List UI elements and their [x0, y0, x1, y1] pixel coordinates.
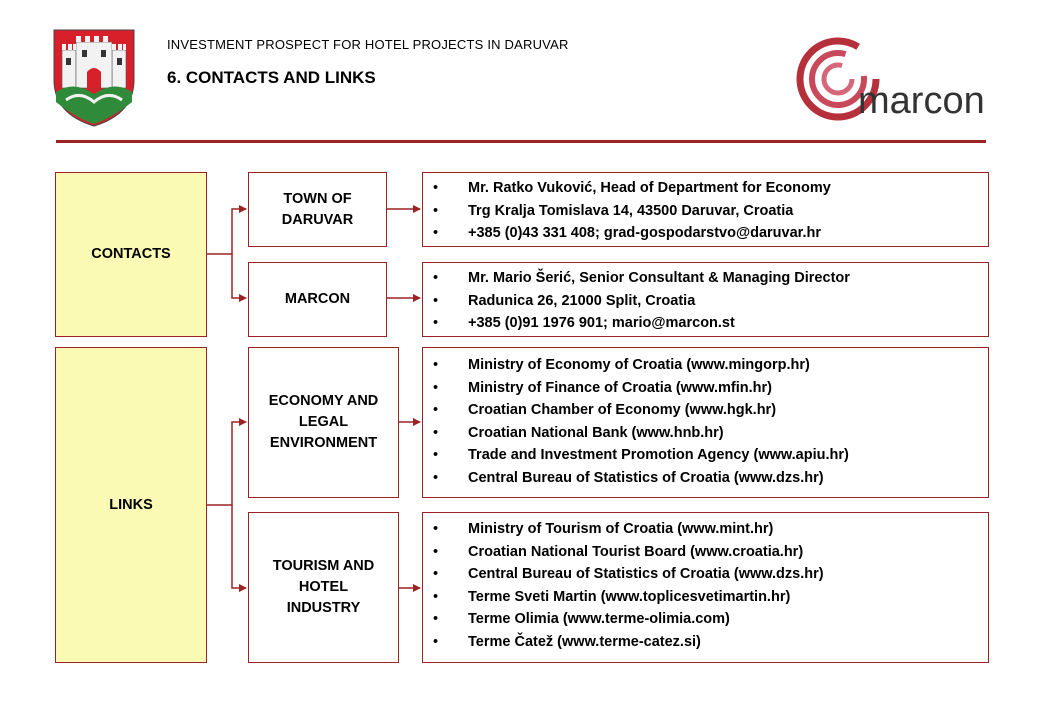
list-item: • Trg Kralja Tomislava 14, 43500 Daruvar, Croatia: [433, 200, 988, 223]
daruvar-coat-of-arms: [52, 28, 136, 128]
list-item: • Terme Sveti Martin (www.toplicesvetimartin.hr): [433, 586, 988, 609]
category-label: LINKS: [109, 496, 153, 513]
list-item: • Trade and Investment Promotion Agency (www.apiu.hr): [433, 444, 988, 467]
category-links: [55, 347, 207, 663]
page-title: 6. CONTACTS AND LINKS: [167, 68, 376, 87]
list-item: • Ministry of Finance of Croatia (www.mfin.hr): [433, 377, 988, 400]
link-list-economy: [422, 347, 989, 498]
group-town-of-daruvar: [248, 172, 387, 247]
list-item: • +385 (0)91 1976 901; mario@marcon.st: [433, 312, 988, 335]
group-label: TOURISM AND HOTEL INDUSTRY: [272, 558, 375, 616]
header-divider: [56, 140, 986, 143]
list-item: • Ministry of Tourism of Croatia (www.mint.hr): [433, 518, 988, 541]
link-list-tourism: [422, 512, 989, 663]
group-marcon: [248, 262, 387, 337]
presentation-subtitle: INVESTMENT PROSPECT FOR HOTEL PROJECTS IN DARUVAR: [167, 37, 569, 52]
list-item: • Radunica 26, 21000 Split, Croatia: [433, 290, 988, 313]
list-item: • Mr. Ratko Vuković, Head of Department for Economy: [433, 177, 988, 200]
list-item: • Terme Olimia (www.terme-olimia.com): [433, 608, 988, 631]
category-contacts: [55, 172, 207, 337]
crest-icon: [52, 28, 136, 128]
contact-list-daruvar: [422, 172, 989, 247]
list-item: • Croatian National Tourist Board (www.croatia.hr): [433, 541, 988, 564]
logo-wordmark: marcon: [858, 80, 985, 122]
list-item: • +385 (0)43 331 408; grad-gospodarstvo@daruvar.hr: [433, 222, 988, 245]
group-label: TOWN OF DARUVAR: [281, 190, 354, 228]
group-label: MARCON: [284, 291, 351, 307]
list-item: • Mr. Mario Šerić, Senior Consultant & Managing Director: [433, 267, 988, 290]
list-item: • Ministry of Economy of Croatia (www.mingorp.hr): [433, 354, 988, 377]
contact-list-marcon: [422, 262, 989, 337]
group-label: ECONOMY AND LEGAL ENVIRONMENT: [268, 393, 379, 451]
category-label: CONTACTS: [91, 246, 171, 262]
marcon-swirl-icon: [790, 35, 990, 125]
group-economy-legal: [248, 347, 399, 498]
list-item: • Central Bureau of Statistics of Croatia (www.dzs.hr): [433, 563, 988, 586]
marcon-logo: [790, 35, 990, 125]
list-item: • Terme Čatež (www.terme-catez.si): [433, 631, 988, 654]
list-item: • Croatian National Bank (www.hnb.hr): [433, 422, 988, 445]
list-item: • Central Bureau of Statistics of Croatia (www.dzs.hr): [433, 467, 988, 490]
list-item: • Croatian Chamber of Economy (www.hgk.hr): [433, 399, 988, 422]
group-tourism-hotel: [248, 512, 399, 663]
